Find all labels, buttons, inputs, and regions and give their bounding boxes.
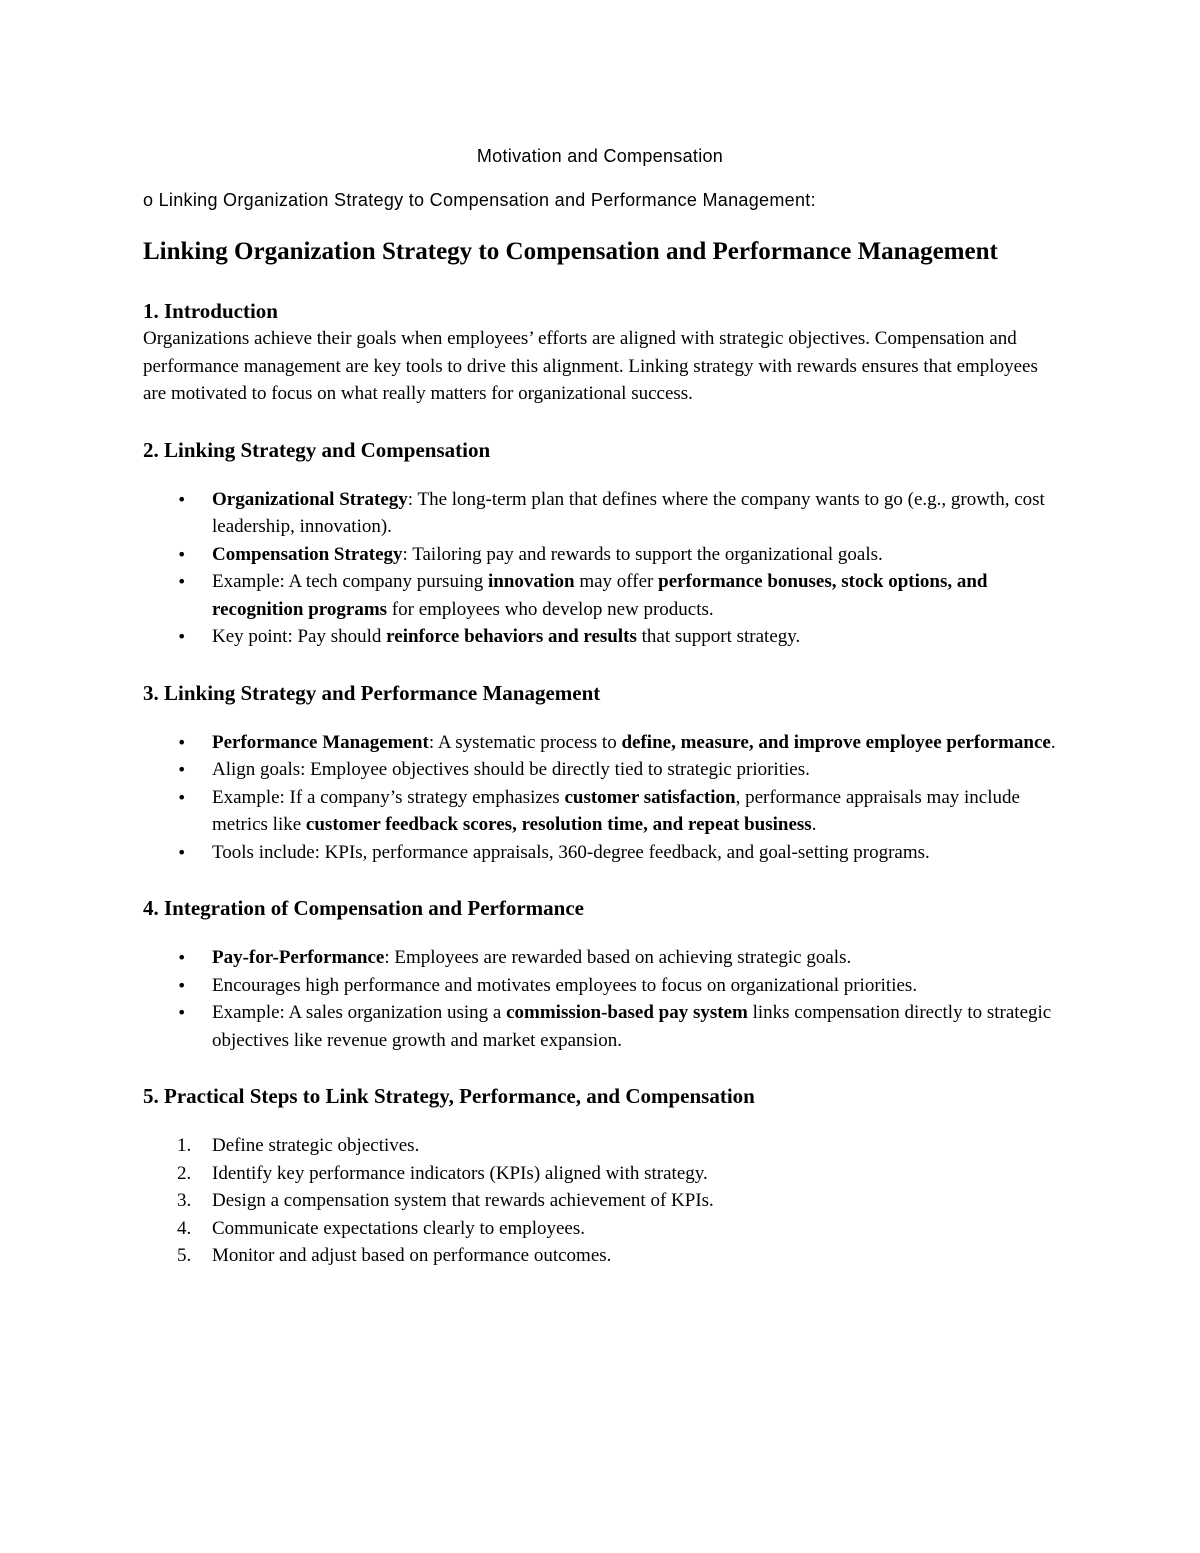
section-heading: 3. Linking Strategy and Performance Management <box>143 680 601 705</box>
text-run: : The long-term plan that defines where the company wants to go (e.g., growth, cost leadership, innovation). <box>212 488 1045 537</box>
list-item <box>143 486 1057 541</box>
list-item <box>143 729 1057 757</box>
text-run: Example: A tech company pursuing <box>212 571 488 592</box>
list-item <box>143 1215 1057 1243</box>
text-run: Identify key performance indicators (KPIs) aligned with strategy. <box>212 1162 708 1184</box>
bold-text-run: Pay-for-Performance <box>212 947 385 968</box>
list-item <box>143 756 1057 784</box>
list-item <box>143 541 1057 569</box>
outline-line: o Linking Organization Strategy to Compensation and Performance Management: <box>143 190 816 210</box>
section-heading: 1. Introduction <box>143 299 278 323</box>
bullet-list <box>143 944 1057 1054</box>
text-run: Align goals: Employee objectives should be directly tied to strategic priorities. <box>212 759 810 780</box>
text-run: Example: A sales organization using a <box>212 1002 507 1023</box>
text-run: . <box>1050 731 1056 753</box>
document-body <box>143 297 1057 1270</box>
text-run: may offer <box>574 571 659 592</box>
text-run: Communicate expectations clearly to employees. <box>212 1217 586 1239</box>
text-run: Key point: Pay should <box>212 626 387 647</box>
list-item-number: 1. <box>177 1135 192 1156</box>
bold-text-run: Organizational Strategy <box>212 488 408 510</box>
bold-text-run: performance bonuses, stock options, and recognition programs <box>212 571 988 620</box>
text-run: Example: If a company’s strategy emphasizes <box>212 786 565 808</box>
list-item <box>143 623 1057 651</box>
list-item <box>143 1132 1057 1160</box>
list-item <box>143 1187 1057 1215</box>
section-introduction <box>143 297 1057 408</box>
text-run: links compensation directly to strategic objectives like revenue growth and market expansion. <box>212 1002 1052 1051</box>
list-item <box>143 1160 1057 1188</box>
bold-text-run: define, measure, and improve employee performance <box>621 731 1051 753</box>
list-item <box>143 784 1057 839</box>
document-subtitle: Motivation and Compensation <box>476 146 724 166</box>
section-heading: 2. Linking Strategy and Compensation <box>143 437 491 462</box>
list-item-number: 5. <box>177 1245 192 1266</box>
list-item-number: 2. <box>177 1162 192 1184</box>
text-run: for employees who develop new products. <box>387 598 714 620</box>
body-paragraph <box>143 325 1057 408</box>
list-item-number: 4. <box>177 1217 192 1239</box>
numbered-list <box>143 1132 1057 1270</box>
text-run: Organizations achieve their goals when employees’ efforts are aligned with strategic objectives. Compensation and performance management are key tools to drive this alignment. Linking strategy with rewards ensures that employees are motivated to focus on what really matters for organizational success. <box>143 328 1038 404</box>
list-item <box>143 1242 1057 1270</box>
list-item <box>143 972 1057 1000</box>
section-linking-strategy-and-compensation <box>143 436 1057 651</box>
main-heading: Linking Organization Strategy to Compensation and Performance Management <box>143 238 998 265</box>
text-run: Encourages high performance and motivates employees to focus on organizational priorities. <box>212 974 918 996</box>
section-linking-strategy-and-performance-management <box>143 679 1057 867</box>
text-run: : A systematic process to <box>428 731 622 753</box>
text-run: : Tailoring pay and rewards to support the organizational goals. <box>402 543 883 565</box>
text-run: Design a compensation system that rewards achievement of KPIs. <box>212 1190 714 1211</box>
bold-text-run: Compensation Strategy <box>212 543 403 565</box>
text-run: Monitor and adjust based on performance outcomes. <box>212 1245 612 1266</box>
bullet-list <box>143 486 1057 651</box>
list-item <box>143 568 1057 623</box>
bold-text-run: customer feedback scores, resolution time, and repeat business <box>305 814 812 835</box>
list-item <box>143 839 1057 867</box>
text-run: that support strategy. <box>636 626 801 647</box>
section-heading: 5. Practical Steps to Link Strategy, Performance, and Compensation <box>143 1084 755 1108</box>
text-run: Tools include: KPIs, performance appraisals, 360-degree feedback, and goal-setting programs. <box>212 841 930 863</box>
bold-text-run: commission-based pay system <box>506 1002 748 1023</box>
section-heading: 4. Integration of Compensation and Performance <box>143 896 584 920</box>
text-run: : Employees are rewarded based on achieving strategic goals. <box>384 947 852 968</box>
list-item <box>143 999 1057 1054</box>
list-item <box>143 944 1057 972</box>
section-integration-of-compensation-and-performance <box>143 894 1057 1054</box>
section-practical-steps <box>143 1082 1057 1270</box>
bold-text-run: reinforce behaviors and results <box>386 626 637 647</box>
bold-text-run: Performance Management <box>212 731 429 753</box>
text-run: Define strategic objectives. <box>212 1135 420 1156</box>
text-run: . <box>811 814 817 835</box>
bold-text-run: innovation <box>487 571 575 592</box>
list-item-number: 3. <box>177 1190 192 1211</box>
bold-text-run: customer satisfaction <box>564 786 736 808</box>
bullet-list <box>143 729 1057 867</box>
text-run: , performance appraisals may include metrics like <box>212 786 1020 835</box>
